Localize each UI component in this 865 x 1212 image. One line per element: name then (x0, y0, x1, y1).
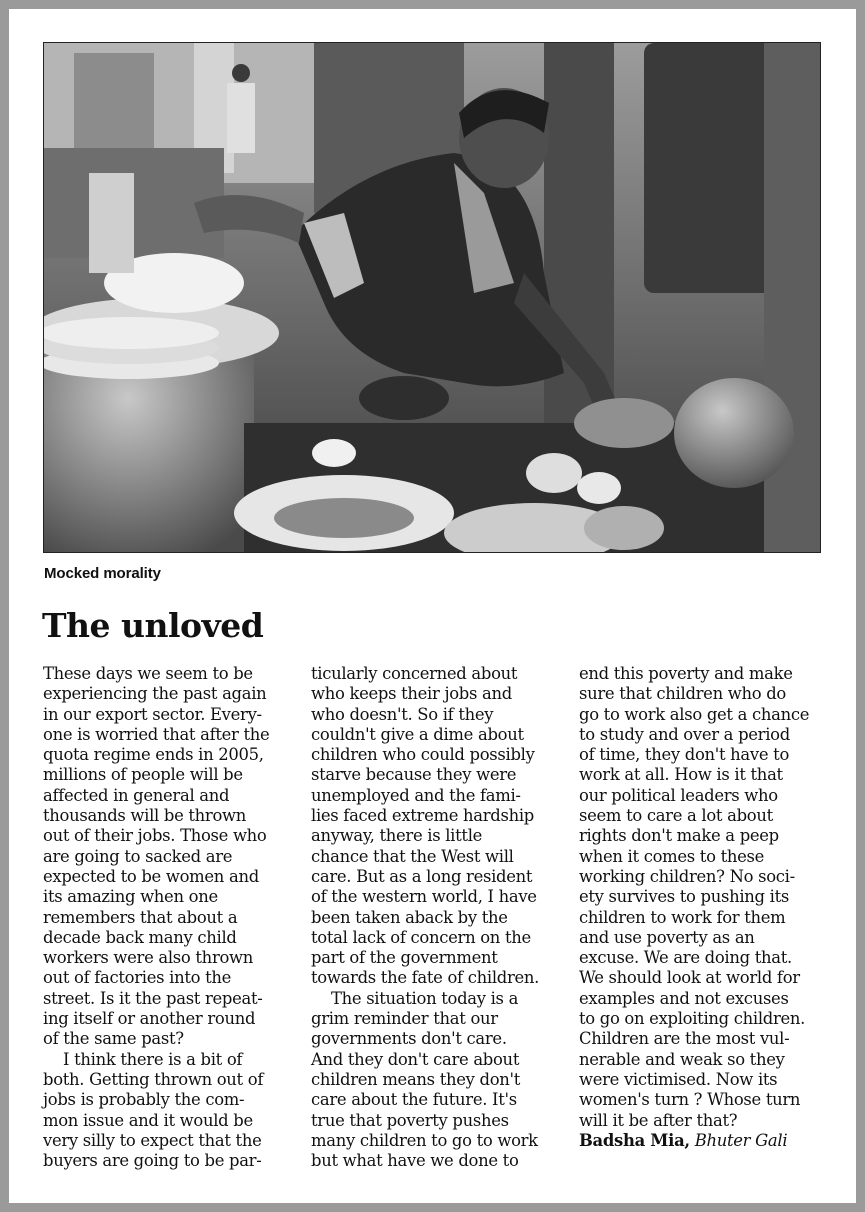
text-line: children to work for them (579, 907, 786, 927)
text-line: expected to be women and (43, 866, 259, 886)
article-column-2 (311, 664, 539, 1171)
text-line: end this poverty and make (579, 664, 793, 683)
text-line: will it be after that? (579, 1110, 738, 1130)
news-photo (43, 42, 821, 553)
text-line: remembers that about a (43, 907, 238, 927)
text-line: examples and not excuses (579, 988, 789, 1008)
text-line: women's turn ? Whose turn (579, 1090, 801, 1110)
text-line: work at all. How is it that (579, 765, 783, 785)
text-line: been taken aback by the (311, 907, 508, 927)
text-line: rights don't make a peep (579, 826, 779, 846)
text-line: both. Getting thrown out of (43, 1069, 264, 1089)
text-line: care about the future. It's (311, 1090, 517, 1110)
text-line: sure that children who do (579, 684, 786, 704)
text-line: street. Is it the past repeat- (43, 988, 263, 1008)
text-line: ticularly concerned about (311, 664, 518, 683)
text-line: starve because they were (311, 765, 517, 785)
text-line: affected in general and (43, 785, 230, 805)
text-line: chance that the West will (311, 846, 514, 866)
text-line: in our export sector. Every- (43, 704, 262, 724)
text-line: to go on exploiting children. (579, 1009, 806, 1029)
text-line: thousands will be thrown (43, 806, 247, 826)
article-column-3 (579, 664, 809, 1151)
text-line: We should look at world for (579, 968, 800, 988)
text-line: part of the government (311, 948, 498, 968)
text-line: its amazing when one (43, 887, 218, 907)
article-column-1 (43, 664, 269, 1171)
text-line: quota regime ends in 2005, (43, 745, 264, 765)
text-line: total lack of concern on the (311, 927, 531, 947)
article-headline: The unloved (42, 606, 264, 645)
text-line: when it comes to these (579, 846, 765, 866)
text-line: unemployed and the fami- (311, 785, 521, 805)
author-name: Badsha Mia, (579, 1130, 690, 1150)
text-line: jobs is probably the com- (43, 1090, 245, 1110)
text-line: governments don't care. (311, 1029, 507, 1049)
text-line: go to work also get a chance (579, 704, 810, 724)
text-line: very silly to expect that the (43, 1130, 262, 1150)
signature (579, 1131, 809, 1151)
text-line: our political leaders who (579, 785, 778, 805)
text-line: I think there is a bit of (63, 1049, 243, 1069)
text-line: are going to sacked are (43, 846, 233, 866)
text-line: many children to go to work (311, 1130, 538, 1150)
photo-caption: Mocked morality (44, 565, 161, 582)
text-line: and use poverty as an (579, 927, 755, 947)
text-line: Children are the most vul- (579, 1029, 790, 1049)
text-line: but what have we done to (311, 1151, 519, 1171)
text-line: out of their jobs. Those who (43, 826, 267, 846)
text-line: to study and over a period (579, 724, 790, 744)
text-line: millions of people will be (43, 765, 243, 785)
author-place: Bhuter Gali (694, 1130, 788, 1150)
text-line: These days we seem to be (43, 664, 253, 683)
text-line: children means they don't (311, 1069, 521, 1089)
text-line: lies faced extreme hardship (311, 806, 535, 826)
text-line: And they don't care about (311, 1049, 520, 1069)
text-line: buyers are going to be par- (43, 1151, 262, 1171)
text-line: The situation today is a (331, 988, 519, 1008)
text-line: experiencing the past again (43, 684, 267, 704)
text-line: nerable and weak so they (579, 1049, 785, 1069)
text-line: of the western world, I have (311, 887, 537, 907)
text-line: workers were also thrown (43, 948, 254, 968)
text-line: ing itself or another round (43, 1009, 256, 1029)
text-line: seem to care a lot about (579, 806, 773, 826)
text-line: were victimised. Now its (579, 1069, 778, 1089)
text-line: true that poverty pushes (311, 1110, 509, 1130)
text-line: mon issue and it would be (43, 1110, 253, 1130)
text-line: decade back many child (43, 927, 237, 947)
text-line: towards the fate of children. (311, 968, 540, 988)
text-line: who keeps their jobs and (311, 684, 512, 704)
text-line: out of factories into the (43, 968, 232, 988)
text-line: anyway, there is little (311, 826, 483, 846)
text-line: excuse. We are doing that. (579, 948, 792, 968)
text-line: who doesn't. So if they (311, 704, 494, 724)
text-line: care. But as a long resident (311, 866, 533, 886)
text-line: grim reminder that our (311, 1009, 498, 1029)
text-line: children who could possibly (311, 745, 535, 765)
text-line: couldn't give a dime about (311, 724, 524, 744)
text-line: ety survives to pushing its (579, 887, 789, 907)
text-line: of the same past? (43, 1029, 184, 1049)
text-line: working children? No soci- (579, 866, 795, 886)
text-line: one is worried that after the (43, 724, 270, 744)
photo-illustration (44, 43, 820, 552)
text-line: of time, they don't have to (579, 745, 790, 765)
